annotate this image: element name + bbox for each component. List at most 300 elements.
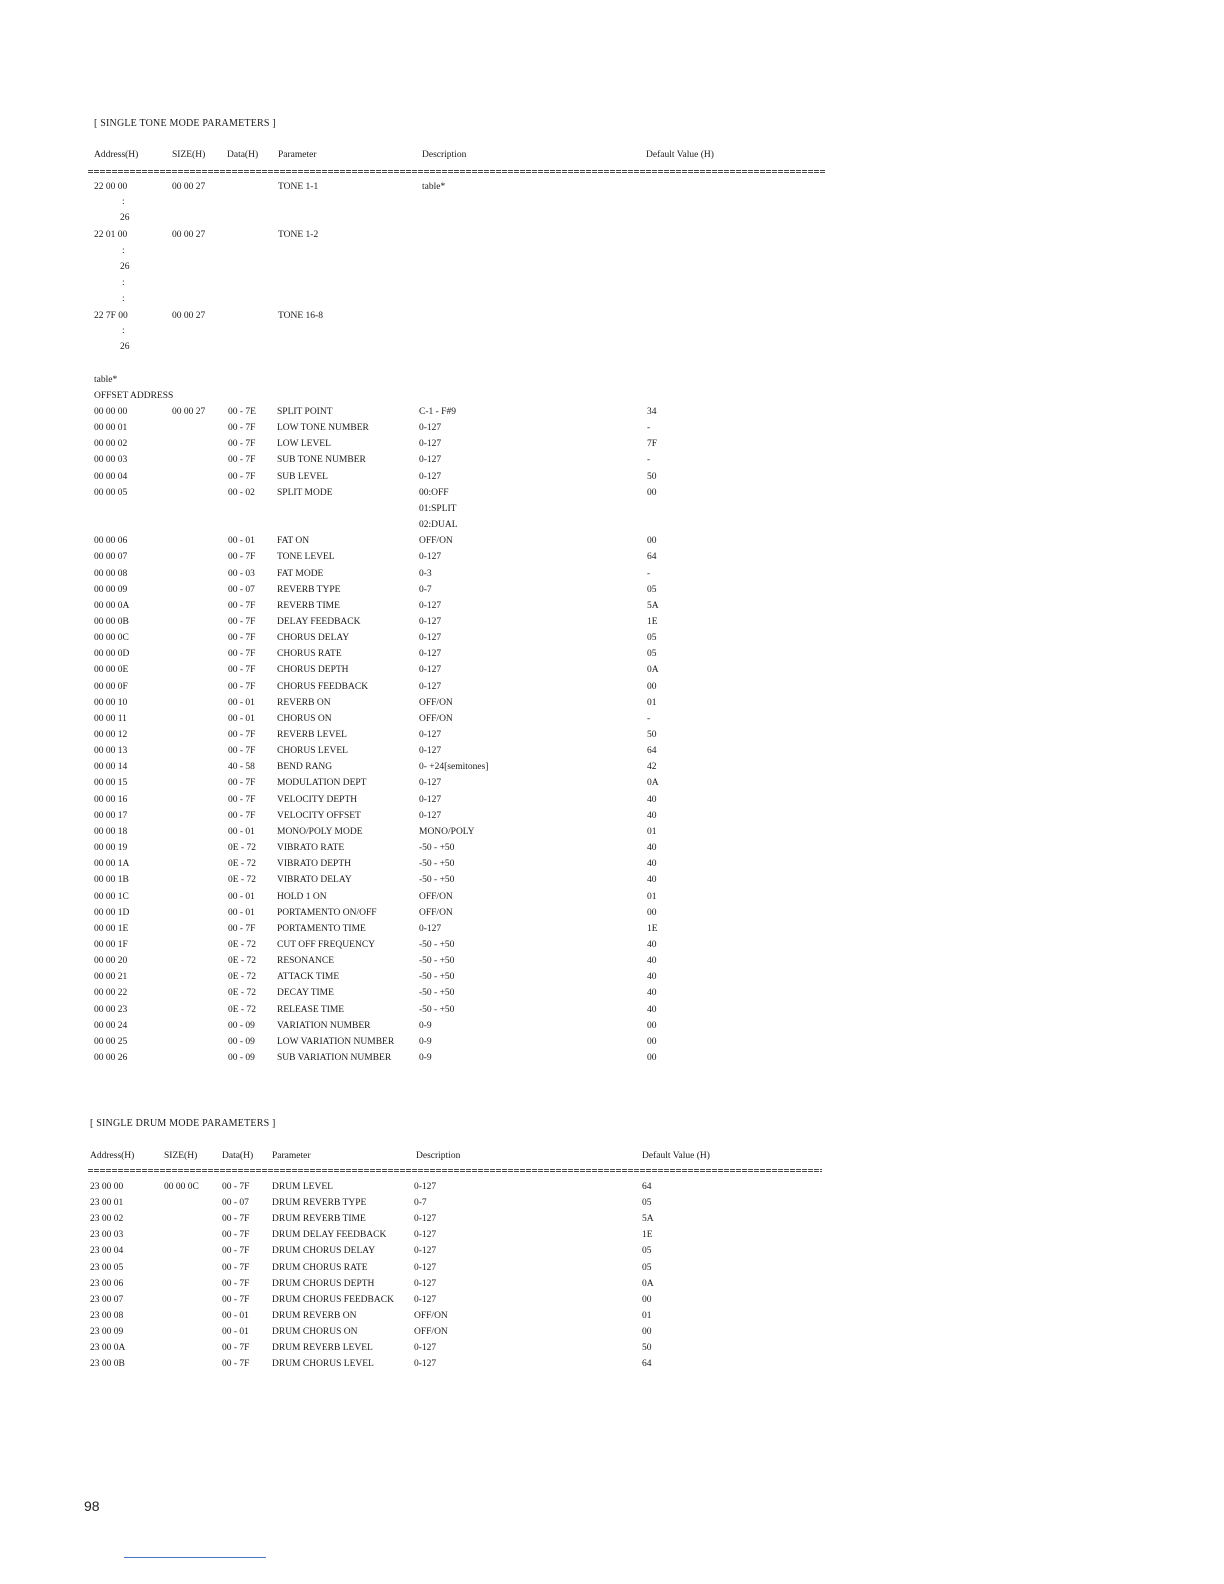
cell-parameter: REVERB TYPE <box>277 584 341 595</box>
cell-description: -50 - +50 <box>419 939 455 950</box>
cell-description: OFF/ON <box>419 891 453 902</box>
cell-description: -50 - +50 <box>419 843 455 854</box>
table-row <box>0 455 1224 471</box>
cell-address: 00 00 0D <box>94 649 130 660</box>
cell-description: 0-127 <box>419 746 442 757</box>
cell-description: 0-9 <box>419 1053 432 1063</box>
table-row <box>0 1005 1224 1021</box>
cell-default: 50 <box>647 471 657 482</box>
cell-default: 64 <box>642 1182 652 1192</box>
cell-data: 00 - 01 <box>228 536 255 547</box>
double-rule-divider <box>88 1168 822 1173</box>
cell-description: -50 - +50 <box>419 875 455 886</box>
cell-description: 0-127 <box>414 1182 437 1192</box>
tone-map-size: 00 00 27 <box>172 311 206 321</box>
cell-data: 0E - 72 <box>228 972 256 983</box>
table-row <box>0 665 1224 681</box>
cell-parameter: REVERB LEVEL <box>277 730 347 740</box>
cell-description: OFF/ON <box>419 907 453 918</box>
table-row <box>0 859 1224 875</box>
cell-size: 00 00 0C <box>164 1182 199 1192</box>
cell-data: 00 - 7F <box>228 810 256 821</box>
cell-description: OFF/ON <box>414 1326 448 1337</box>
cell-parameter: VIBRATO DEPTH <box>277 859 351 870</box>
cell-description: 01:SPLIT <box>419 503 457 514</box>
cell-address: 00 00 24 <box>94 1020 128 1031</box>
header-default: Default Value (H) <box>642 1151 710 1161</box>
cell-data: 00 - 7F <box>228 923 256 934</box>
cell-address: 00 00 02 <box>94 439 128 450</box>
cell-default: 50 <box>642 1343 652 1353</box>
cell-address: 23 00 0B <box>90 1359 125 1370</box>
cell-parameter: SPLIT POINT <box>277 407 333 417</box>
cell-data: 0E - 72 <box>228 859 256 870</box>
cell-default: 05 <box>647 649 657 660</box>
table-row <box>0 1279 1224 1295</box>
cell-parameter: DECAY TIME <box>277 988 334 999</box>
cell-description: 0-127 <box>419 665 442 676</box>
cell-parameter: DRUM CHORUS DEPTH <box>272 1278 375 1289</box>
header-description: Description <box>422 150 467 160</box>
cell-parameter: TONE LEVEL <box>277 552 335 563</box>
cell-address: 00 00 1A <box>94 859 130 870</box>
cell-description: 0-127 <box>419 439 442 450</box>
header-address: Address(H) <box>94 150 139 160</box>
cell-default: 00 <box>647 1020 657 1031</box>
cell-default: 40 <box>647 843 657 854</box>
cell-data: 00 - 7F <box>228 681 256 692</box>
tone-map-address: 22 00 00 <box>94 182 128 192</box>
table-row <box>0 552 1224 568</box>
cell-description: -50 - +50 <box>419 859 455 870</box>
table-row <box>0 730 1224 746</box>
cell-parameter: DRUM REVERB LEVEL <box>272 1343 373 1353</box>
cell-address: 00 00 05 <box>94 487 128 498</box>
cell-data: 00 - 09 <box>228 1053 255 1063</box>
cell-default: 40 <box>647 1004 657 1015</box>
cell-address: 00 00 25 <box>94 1036 128 1047</box>
cell-data: 00 - 7F <box>222 1343 250 1353</box>
cell-data: 00 - 01 <box>228 713 255 724</box>
cell-data: 00 - 7F <box>228 616 256 627</box>
tone-map-parameter: TONE 1-2 <box>278 230 319 240</box>
table-row <box>0 1327 1224 1343</box>
cell-data: 00 - 01 <box>222 1310 249 1321</box>
header-default: Default Value (H) <box>646 150 714 160</box>
cell-address: 00 00 11 <box>94 713 127 724</box>
cell-parameter: DRUM REVERB ON <box>272 1310 357 1321</box>
cell-data: 00 - 7E <box>228 407 256 417</box>
cell-data: 0E - 72 <box>228 875 256 886</box>
table-row <box>0 827 1224 843</box>
cell-address: 00 00 26 <box>94 1053 128 1063</box>
cell-default: 40 <box>647 859 657 870</box>
tone-map-ellipsis: : <box>122 246 125 256</box>
cell-default: 01 <box>647 891 657 902</box>
cell-default: 00 <box>642 1294 652 1305</box>
double-rule-divider <box>88 169 826 174</box>
cell-data: 0E - 72 <box>228 1004 256 1015</box>
table-row <box>0 1311 1224 1327</box>
table-row <box>0 956 1224 972</box>
tone-map-address: 26 <box>120 342 130 352</box>
cell-parameter: DRUM CHORUS RATE <box>272 1262 368 1273</box>
cell-data: 00 - 09 <box>228 1020 255 1031</box>
cell-parameter: DRUM LEVEL <box>272 1182 333 1192</box>
cell-parameter: FAT MODE <box>277 568 324 579</box>
cell-data: 00 - 7F <box>228 633 256 644</box>
cell-address: 00 00 1D <box>94 907 130 918</box>
cell-default: 40 <box>647 794 657 805</box>
table-row <box>0 504 1224 520</box>
cell-parameter: PORTAMENTO ON/OFF <box>277 907 377 918</box>
cell-address: 00 00 0A <box>94 600 130 611</box>
cell-address: 23 00 02 <box>90 1214 124 1225</box>
cell-default: 00 <box>647 1053 657 1063</box>
cell-description: 0-127 <box>419 455 442 466</box>
cell-default: 1E <box>647 923 658 934</box>
cell-parameter: CHORUS DEPTH <box>277 665 349 676</box>
table-row <box>0 488 1224 504</box>
cell-default: 01 <box>647 826 657 837</box>
cell-data: 00 - 7F <box>228 455 256 466</box>
table-row <box>0 439 1224 455</box>
cell-data: 0E - 72 <box>228 988 256 999</box>
cell-description: 02:DUAL <box>419 520 458 531</box>
cell-default: 40 <box>647 939 657 950</box>
cell-address: 23 00 00 <box>90 1182 124 1192</box>
table-row <box>0 908 1224 924</box>
cell-parameter: HOLD 1 ON <box>277 891 327 902</box>
cell-default: 64 <box>647 552 657 563</box>
cell-default: 00 <box>647 681 657 692</box>
cell-address: 23 00 06 <box>90 1278 124 1289</box>
cell-address: 00 00 20 <box>94 956 128 967</box>
tone-map-ellipsis: : <box>122 278 125 288</box>
cell-address: 00 00 1E <box>94 923 129 934</box>
cell-parameter: SUB LEVEL <box>277 471 328 482</box>
table-row <box>0 601 1224 617</box>
cell-data: 00 - 7F <box>228 794 256 805</box>
cell-address: 23 00 04 <box>90 1246 124 1257</box>
cell-description: 0-127 <box>419 794 442 805</box>
cell-data: 00 - 7F <box>228 552 256 563</box>
cell-parameter: MONO/POLY MODE <box>277 826 363 837</box>
table-row <box>0 1263 1224 1279</box>
table-row <box>0 698 1224 714</box>
tone-map-ellipsis: : <box>122 326 125 336</box>
cell-parameter: ATTACK TIME <box>277 972 340 983</box>
cell-parameter: REVERB ON <box>277 697 331 708</box>
cell-description: 0-127 <box>419 778 442 789</box>
cell-data: 40 - 58 <box>228 762 255 773</box>
cell-parameter: DRUM CHORUS ON <box>272 1326 358 1337</box>
table-row <box>0 875 1224 891</box>
cell-address: 00 00 0E <box>94 665 129 676</box>
cell-description: 0-127 <box>414 1359 437 1370</box>
cell-data: 00 - 7F <box>222 1182 250 1192</box>
cell-data: 00 - 07 <box>228 584 255 595</box>
table-row <box>0 1230 1224 1246</box>
table-row <box>0 585 1224 601</box>
cell-address: 00 00 0F <box>94 681 128 692</box>
cell-address: 00 00 08 <box>94 568 128 579</box>
cell-parameter: CHORUS LEVEL <box>277 746 348 757</box>
cell-parameter: FAT ON <box>277 536 310 547</box>
cell-data: 00 - 7F <box>222 1262 250 1273</box>
table-row <box>0 423 1224 439</box>
tone-map-parameter: TONE 16-8 <box>278 311 323 321</box>
cell-parameter: CHORUS DELAY <box>277 633 350 644</box>
cell-address: 00 00 0C <box>94 633 129 644</box>
cell-data: 0E - 72 <box>228 939 256 950</box>
cell-data: 00 - 7F <box>228 471 256 482</box>
cell-data: 00 - 7F <box>228 746 256 757</box>
cell-parameter: SUB TONE NUMBER <box>277 455 366 466</box>
cell-data: 00 - 03 <box>228 568 255 579</box>
table-row <box>0 617 1224 633</box>
cell-description: -50 - +50 <box>419 988 455 999</box>
cell-default: 64 <box>642 1359 652 1370</box>
cell-default: - <box>647 455 651 466</box>
table-row <box>0 536 1224 552</box>
header-parameter: Parameter <box>278 150 317 160</box>
cell-description: 0-127 <box>419 810 442 821</box>
cell-parameter: DRUM CHORUS DELAY <box>272 1246 376 1257</box>
table-row <box>0 1053 1224 1069</box>
cell-default: 40 <box>647 810 657 821</box>
cell-default: - <box>647 713 651 724</box>
cell-parameter: PORTAMENTO TIME <box>277 923 366 934</box>
table-row <box>0 682 1224 698</box>
table-row <box>0 714 1224 730</box>
cell-data: 00 - 01 <box>228 826 255 837</box>
cell-parameter: DRUM CHORUS FEEDBACK <box>272 1294 394 1305</box>
cell-parameter: DRUM REVERB TYPE <box>272 1198 367 1209</box>
cell-default: 34 <box>647 407 657 417</box>
cell-description: 0-127 <box>419 923 442 934</box>
cell-default: 5A <box>642 1214 654 1225</box>
cell-address: 00 00 16 <box>94 794 128 805</box>
cell-data: 00 - 02 <box>228 487 255 498</box>
cell-address: 23 00 08 <box>90 1310 124 1321</box>
table-row <box>0 1198 1224 1214</box>
drum-section-title: [ SINGLE DRUM MODE PARAMETERS ] <box>90 1118 276 1129</box>
cell-default: 50 <box>647 730 657 740</box>
cell-description: OFF/ON <box>414 1310 448 1321</box>
cell-address: 23 00 09 <box>90 1326 124 1337</box>
cell-default: 05 <box>642 1198 652 1209</box>
cell-default: 05 <box>642 1246 652 1257</box>
cell-default: 5A <box>647 600 659 611</box>
cell-description: 0- +24[semitones] <box>419 762 489 773</box>
cell-data: 00 - 01 <box>228 697 255 708</box>
cell-description: 0-127 <box>414 1230 437 1241</box>
cell-description: 0-127 <box>414 1343 437 1353</box>
cell-description: 0-7 <box>419 584 432 595</box>
cell-address: 00 00 13 <box>94 746 128 757</box>
cell-default: 7F <box>647 439 658 450</box>
cell-description: 0-127 <box>414 1294 437 1305</box>
footer-link-underline <box>124 1557 266 1558</box>
tone-map-address: 26 <box>120 213 130 223</box>
cell-default: 01 <box>642 1310 652 1321</box>
cell-description: 0-127 <box>419 600 442 611</box>
table-row <box>0 633 1224 649</box>
header-description: Description <box>416 1151 461 1161</box>
cell-default: 40 <box>647 875 657 886</box>
cell-description: 0-127 <box>414 1246 437 1257</box>
cell-parameter: SUB VARIATION NUMBER <box>277 1053 392 1063</box>
cell-parameter: VIBRATO RATE <box>277 843 345 854</box>
cell-description: OFF/ON <box>419 697 453 708</box>
cell-default: 0A <box>647 665 659 676</box>
cell-parameter: BEND RANG <box>277 762 333 773</box>
cell-address: 00 00 18 <box>94 826 128 837</box>
cell-address: 00 00 09 <box>94 584 128 595</box>
cell-data: 00 - 7F <box>228 600 256 611</box>
page-number: 98 <box>84 1498 100 1514</box>
cell-data: 00 - 7F <box>222 1278 250 1289</box>
cell-parameter: VARIATION NUMBER <box>277 1020 371 1031</box>
cell-address: 00 00 00 <box>94 407 128 417</box>
cell-default: 00 <box>642 1326 652 1337</box>
cell-data: 0E - 72 <box>228 843 256 854</box>
table-row <box>0 988 1224 1004</box>
cell-description: 0-127 <box>419 681 442 692</box>
cell-data: 00 - 7F <box>228 778 256 789</box>
table-row <box>0 746 1224 762</box>
cell-description: -50 - +50 <box>419 1004 455 1015</box>
cell-address: 00 00 23 <box>94 1004 128 1015</box>
cell-parameter: VELOCITY OFFSET <box>277 810 361 821</box>
cell-address: 23 00 05 <box>90 1262 124 1273</box>
cell-address: 00 00 10 <box>94 697 128 708</box>
cell-default: 05 <box>647 633 657 644</box>
cell-parameter: DRUM CHORUS LEVEL <box>272 1359 374 1370</box>
cell-parameter: RESONANCE <box>277 956 335 967</box>
cell-address: 23 00 03 <box>90 1230 124 1241</box>
cell-address: 00 00 15 <box>94 778 128 789</box>
cell-parameter: VIBRATO DELAY <box>277 875 352 886</box>
cell-parameter: CUT OFF FREQUENCY <box>277 939 376 950</box>
cell-description: 0-127 <box>419 616 442 627</box>
cell-default: 05 <box>642 1262 652 1273</box>
cell-parameter: DELAY FEEDBACK <box>277 616 361 627</box>
cell-description: 0-9 <box>419 1036 432 1047</box>
cell-parameter: REVERB TIME <box>277 600 340 611</box>
cell-data: 0E - 72 <box>228 956 256 967</box>
cell-description: 0-127 <box>419 471 442 482</box>
cell-data: 00 - 09 <box>228 1036 255 1047</box>
table-row <box>0 892 1224 908</box>
cell-parameter: RELEASE TIME <box>277 1004 345 1015</box>
table-row <box>0 1182 1224 1198</box>
cell-data: 00 - 7F <box>228 649 256 660</box>
cell-default: 00 <box>647 536 657 547</box>
table-row <box>0 843 1224 859</box>
cell-address: 23 00 01 <box>90 1198 124 1209</box>
cell-default: 0A <box>642 1278 654 1289</box>
cell-address: 00 00 22 <box>94 988 128 999</box>
tone-map-address: 22 01 00 <box>94 230 128 240</box>
tone-map-size: 00 00 27 <box>172 230 206 240</box>
cell-address: 00 00 17 <box>94 810 128 821</box>
header-address: Address(H) <box>90 1151 135 1161</box>
cell-data: 00 - 7F <box>222 1214 250 1225</box>
cell-default: 40 <box>647 956 657 967</box>
cell-default: 40 <box>647 972 657 983</box>
table-row <box>0 569 1224 585</box>
header-data: Data(H) <box>222 1151 254 1161</box>
offset-address-label: OFFSET ADDRESS <box>94 391 174 401</box>
cell-default: 00 <box>647 1036 657 1047</box>
cell-address: 00 00 21 <box>94 972 128 983</box>
tone-map-ellipsis: : <box>122 197 125 207</box>
cell-description: 0-127 <box>419 552 442 563</box>
cell-description: OFF/ON <box>419 536 453 547</box>
cell-default: 00 <box>647 487 657 498</box>
header-size: SIZE(H) <box>164 1151 198 1161</box>
table-row <box>0 940 1224 956</box>
cell-description: 0-127 <box>414 1214 437 1225</box>
table-label: table* <box>94 375 118 385</box>
cell-address: 23 00 0A <box>90 1343 126 1353</box>
table-row <box>0 1359 1224 1375</box>
cell-parameter: LOW TONE NUMBER <box>277 423 369 434</box>
cell-description: -50 - +50 <box>419 972 455 983</box>
cell-data: 00 - 07 <box>222 1198 249 1209</box>
cell-default: 01 <box>647 697 657 708</box>
cell-default: 40 <box>647 988 657 999</box>
cell-address: 00 00 0B <box>94 616 129 627</box>
tone-map-address: 22 7F 00 <box>94 311 128 321</box>
tone-map-description: table* <box>422 182 446 192</box>
tone-map-parameter: TONE 1-1 <box>278 182 319 192</box>
cell-description: 0-9 <box>419 1020 432 1031</box>
table-row <box>0 972 1224 988</box>
cell-parameter: LOW LEVEL <box>277 439 331 450</box>
cell-address: 00 00 07 <box>94 552 128 563</box>
cell-parameter: CHORUS ON <box>277 713 332 724</box>
cell-address: 00 00 04 <box>94 471 128 482</box>
cell-description: 0-127 <box>419 649 442 660</box>
cell-data: 00 - 7F <box>222 1246 250 1257</box>
cell-address: 00 00 19 <box>94 843 128 854</box>
table-row <box>0 795 1224 811</box>
cell-parameter: CHORUS RATE <box>277 649 342 660</box>
cell-data: 00 - 7F <box>228 730 256 740</box>
cell-default: 1E <box>647 616 658 627</box>
cell-data: 00 - 7F <box>228 423 256 434</box>
table-row <box>0 1246 1224 1262</box>
table-row <box>0 1343 1224 1359</box>
cell-data: 00 - 01 <box>228 907 255 918</box>
table-row <box>0 520 1224 536</box>
cell-data: 00 - 7F <box>222 1230 250 1241</box>
table-row <box>0 1037 1224 1053</box>
table-row <box>0 649 1224 665</box>
cell-address: 23 00 07 <box>90 1294 124 1305</box>
cell-default: 1E <box>642 1230 653 1241</box>
cell-data: 00 - 7F <box>222 1294 250 1305</box>
cell-default: 42 <box>647 762 657 773</box>
cell-address: 00 00 1C <box>94 891 129 902</box>
cell-description: 0-127 <box>419 423 442 434</box>
tone-map-ellipsis: : <box>122 294 125 304</box>
cell-parameter: CHORUS FEEDBACK <box>277 681 369 692</box>
header-parameter: Parameter <box>272 1151 311 1161</box>
